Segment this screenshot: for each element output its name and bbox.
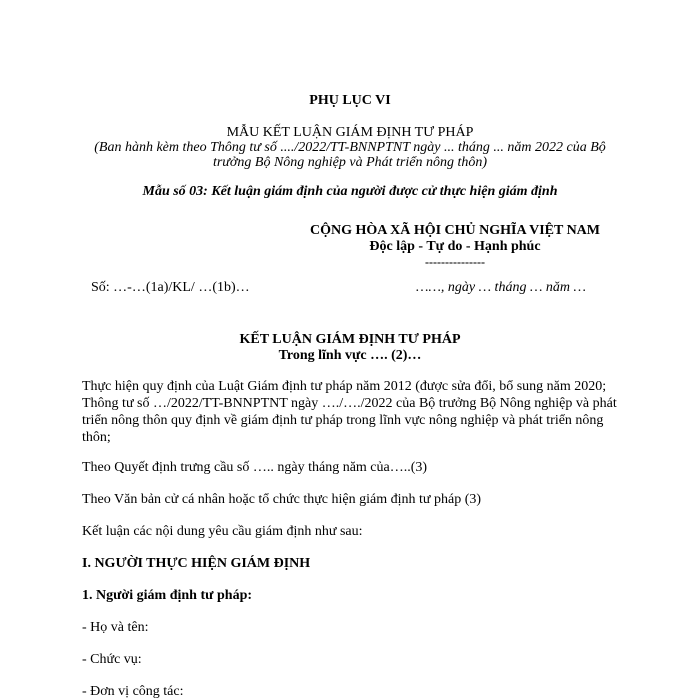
field-full-name: - Họ và tên: (82, 620, 149, 635)
section-1-subheading: 1. Người giám định tư pháp: (82, 588, 253, 603)
document-number: Số: …-…(1a)/KL/ …(1b)… (91, 280, 250, 295)
issuance-note-line-1: (Ban hành kèm theo Thông tư số ..../2022/TT-BNNPTNT ngày ... tháng ... năm 2022 của Bộ (94, 140, 606, 155)
conclusion-intro: Kết luận các nội dung yêu cầu giám định như sau: (82, 524, 363, 539)
form-subtitle: Mẫu số 03: Kết luận giám định của người được cử thực hiện giám định (142, 184, 558, 199)
national-header-motto: Độc lập - Tự do - Hạnh phúc (369, 239, 541, 254)
issuance-note-line-2: trưởng Bộ Nông nghiệp và Phát triển nông thôn) (212, 155, 488, 170)
national-header-country: CỘNG HÒA XÃ HỘI CHỦ NGHĨA VIỆT NAM (309, 223, 600, 238)
field-workplace: - Đơn vị công tác: (82, 684, 184, 699)
national-header-divider: --------------- (425, 255, 485, 269)
date-place: ……, ngày … tháng … năm … (416, 280, 586, 295)
appointment-paragraph: Theo Văn bản cử cá nhân hoặc tổ chức thực hiện giám định tư pháp (3) (82, 492, 482, 507)
field-position: - Chức vụ: (82, 652, 142, 667)
document-title: KẾT LUẬN GIÁM ĐỊNH TƯ PHÁP (239, 332, 461, 347)
section-1-heading: I. NGƯỜI THỰC HIỆN GIÁM ĐỊNH (82, 556, 311, 571)
document-field: Trong lĩnh vực …. (2)… (278, 348, 422, 363)
appendix-title: PHỤ LỤC VI (309, 93, 391, 108)
form-title: MẪU KẾT LUẬN GIÁM ĐỊNH TƯ PHÁP (226, 125, 474, 140)
decision-paragraph: Theo Quyết định trưng cầu số ….. ngày tháng năm của…..(3) (82, 460, 428, 475)
legal-basis-paragraph: Thực hiện quy định của Luật Giám định tư pháp năm 2012 (được sửa đổi, bổ sung năm 2020; Thông tư số …/2022/TT-BNNPTNT ngày …./…./2022 của Bộ trưởng Bộ Nông nghiệp và phát triển nông thôn quy định về giám định tư pháp trong lĩnh vực nông nghiệp và phát triển nông thôn; (82, 379, 617, 445)
